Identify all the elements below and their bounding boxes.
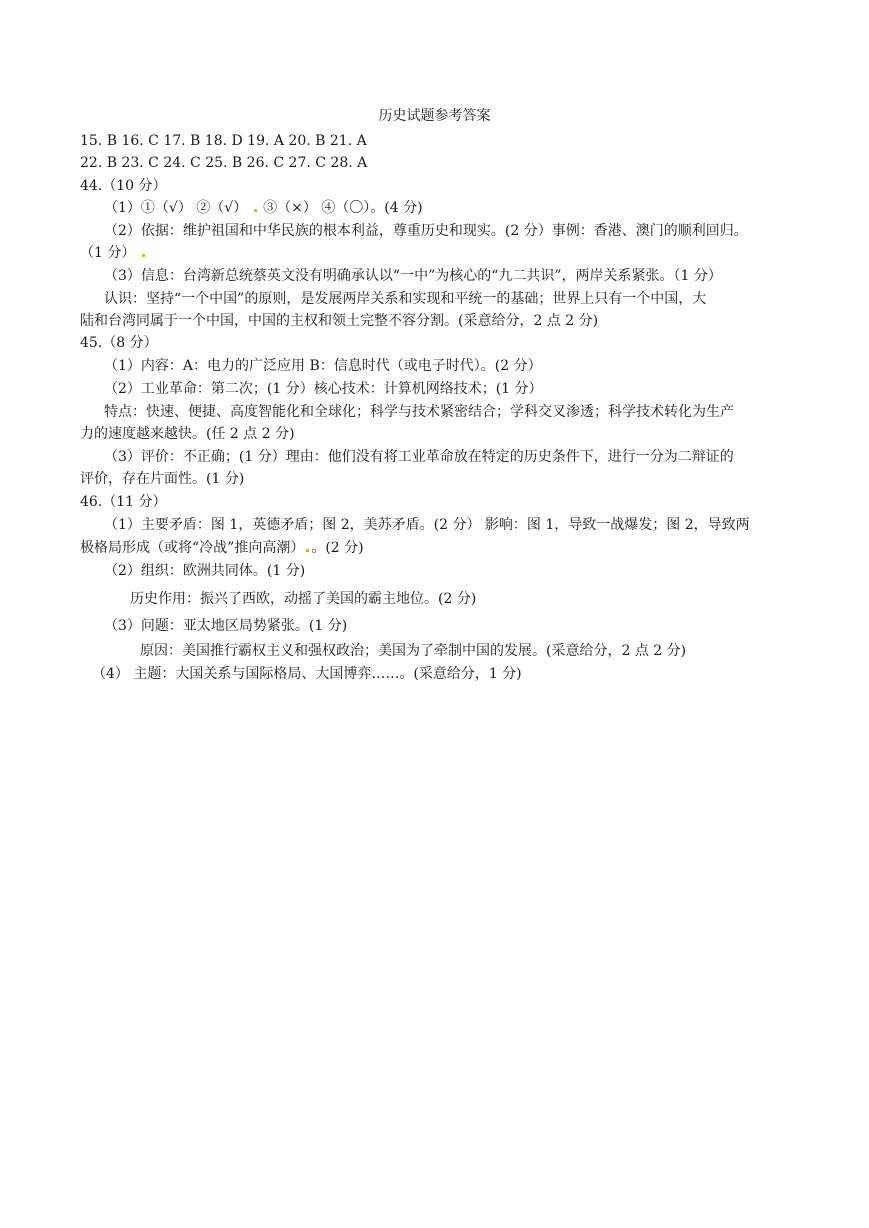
q46-part2: （2）组织：欧洲共同体。(1 分): [104, 563, 306, 579]
q46-header: 46.（11 分）: [80, 494, 167, 510]
highlight-marker: [306, 549, 309, 552]
q45-part2-line3: 力的速度越来越快。(任 2 点 2 分): [80, 426, 295, 442]
q46-part1-line1: （1）主要矛盾：图 1，英德矛盾；图 2，美苏矛盾。(2 分） 影响：图 1，导致一战爆发；图 2，导致两: [104, 517, 750, 533]
q44-part3-line1: （3）信息：台湾新总统蔡英文没有明确承认以“一中”为核心的“九二共识”，两岸关系紧张。（1 分）: [104, 268, 722, 284]
q44-part2-line2: [80, 243, 147, 263]
q45-part1: （1）内容：A：电力的广泛应用 B：信息时代（或电子时代）。(2 分）: [104, 358, 542, 374]
q46-part4: （4） 主题：大国关系与国际格局、大国博弈……。(采意给分，1 分): [92, 666, 522, 682]
q44-part2-line1: （2）依据：维护祖国和中华民族的根本利益，尊重历史和现实。(2 分）事例：香港、澳门的顺利回归。: [104, 223, 748, 239]
q44-part1-a: （1）①（√） ②（√）: [104, 200, 248, 216]
q45-header: 45.（8 分）: [80, 335, 158, 351]
highlight-marker: [142, 254, 145, 257]
q45-part2-line2: 特点：快速、便捷、高度智能化和全球化；科学与技术紧密结合；学科交叉渗透；科学技术转化为生产: [104, 404, 734, 420]
q45-part2: （2）工业革命：第二次；(1 分）核心技术：计算机网络技术；(1 分）: [104, 381, 543, 397]
q46-part3-line2: 原因：美国推行霸权主义和强权政治；美国为了牵制中国的发展。(采意给分，2 点 2 分): [140, 643, 687, 659]
q46-part3: （3）问题：亚太地区局势紧张。(1 分): [104, 618, 348, 634]
document-title: 历史试题参考答案: [378, 108, 491, 124]
highlight-marker: [254, 209, 257, 212]
q46-part1-line2: [80, 538, 364, 558]
q44-header: 44.（10 分）: [80, 178, 167, 194]
q45-part3-line1: （3）评价：不正确；(1 分）理由：他们没有将工业革命放在特定的历史条件下，进行一分为二辩证的: [104, 449, 734, 465]
q45-part3-line2: 评价，存在片面性。(1 分): [80, 471, 245, 487]
q46-part1-score: 。(2 分): [311, 540, 364, 556]
mc-answers-row-1: 15. B 16. C 17. B 18. D 19. A 20. B 21. A: [80, 133, 367, 149]
q46-part1-text: 极格局形成（或将“冷战”推向高潮）: [80, 540, 305, 556]
q44-part1: [104, 198, 423, 218]
q44-part1-b: ③（×） ④（〇）。(4 分): [263, 200, 423, 216]
q44-part3-line3: 陆和台湾同属于一个中国，中国的主权和领土完整不容分割。(采意给分，2 点 2 分): [80, 313, 599, 329]
q44-part3-line2: 认识：坚持“一个中国”的原则，是发展两岸关系和实现和平统一的基础；世界上只有一个中国，大: [104, 291, 707, 307]
mc-answers-row-2: 22. B 23. C 24. C 25. B 26. C 27. C 28. A: [80, 155, 368, 171]
q44-part2-score: （1 分）: [80, 245, 136, 261]
q46-part2-line2: 历史作用：振兴了西欧，动摇了美国的霸主地位。(2 分): [130, 591, 477, 607]
